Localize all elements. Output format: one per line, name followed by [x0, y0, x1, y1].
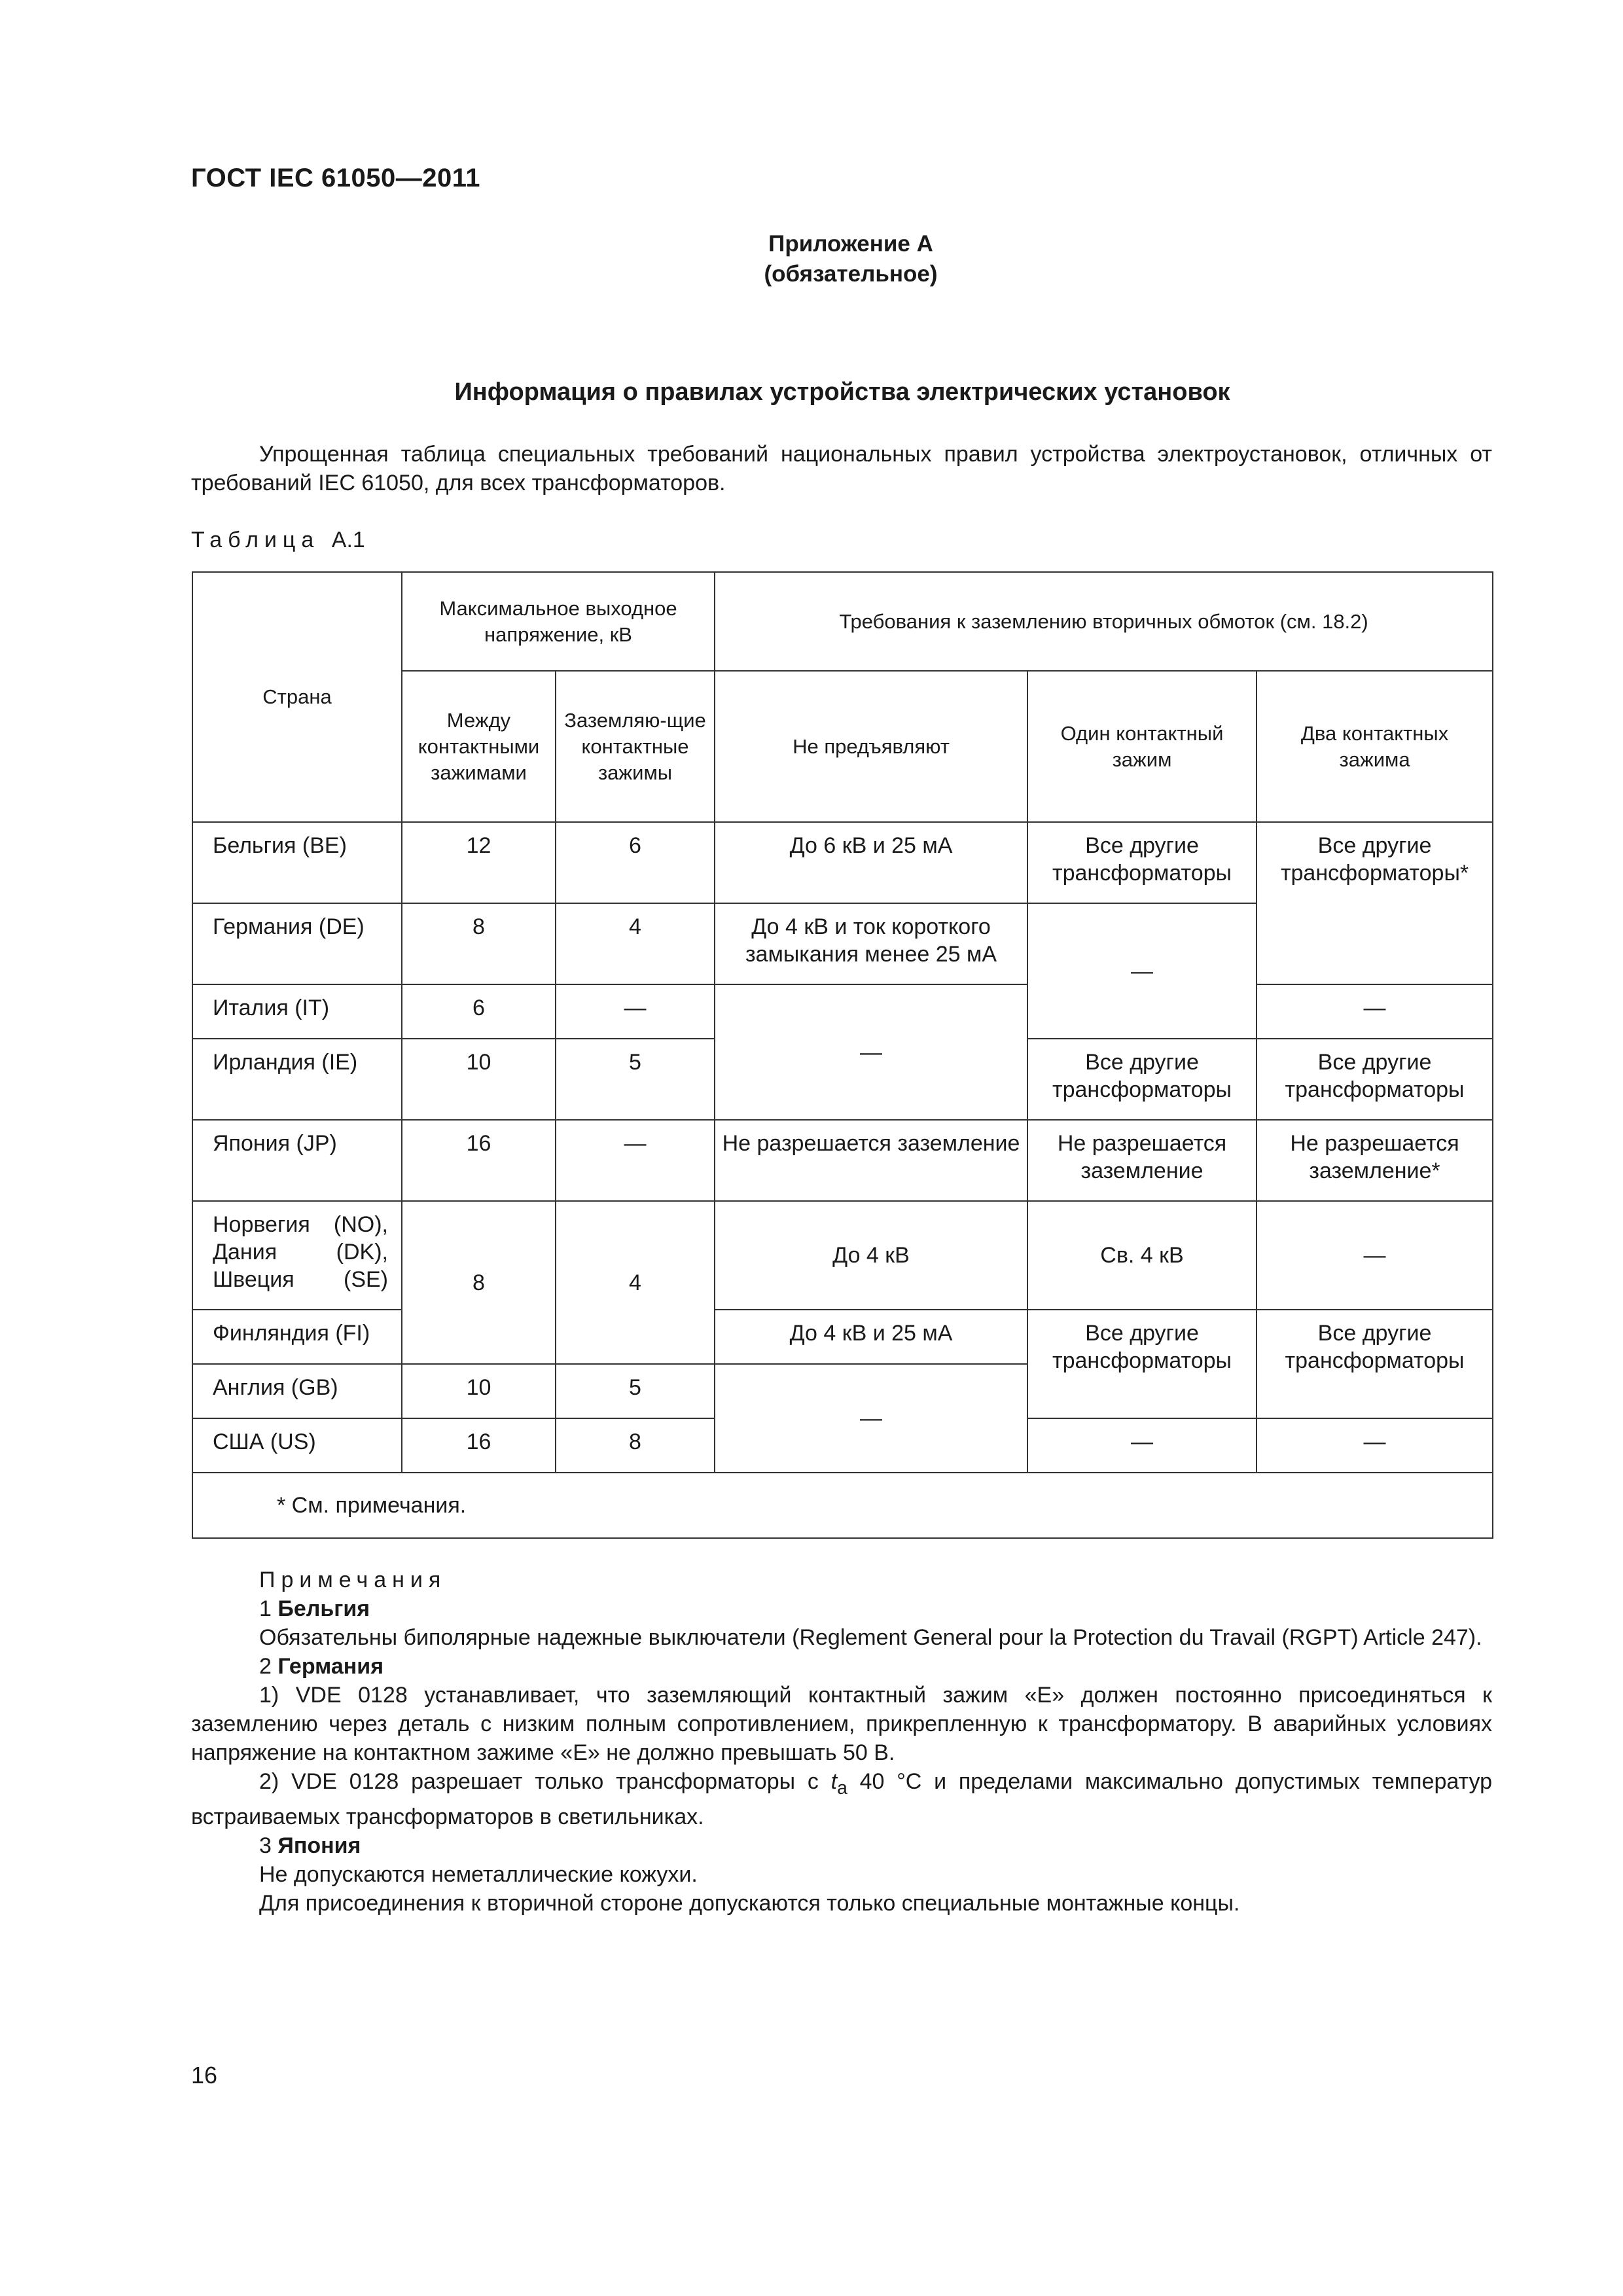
cell-ground: 6 [556, 822, 715, 903]
header-two-terminals: Два контактных зажима [1257, 671, 1493, 822]
cell-between: 8 [402, 1201, 556, 1364]
note-1-number: 1 [259, 1596, 272, 1621]
cell-one-terminal: Все другие трансформаторы [1027, 822, 1257, 903]
cell-no-requirement: До 6 кВ и 25 мА [715, 822, 1027, 903]
cell-no-requirement: До 4 кВ и 25 мА [715, 1310, 1027, 1364]
table-row-fi [192, 1310, 1493, 1364]
intro-paragraph: Упрощенная таблица специальных требований национальных правил устройства электроустановок, отличных от требований IEC 61050, для всех трансформаторов. [191, 442, 1492, 495]
cell-one-terminal: Все другие трансформаторы [1027, 1039, 1257, 1120]
cell-country: Япония (JP) [192, 1120, 402, 1201]
cell-between: 10 [402, 1364, 556, 1418]
table-footnote: * См. примечания. [192, 1473, 1493, 1538]
temperature-subscript: a [837, 1777, 847, 1799]
table-row-jp [192, 1120, 1493, 1201]
table-row-nordic [192, 1201, 1493, 1310]
cell-between: 16 [402, 1418, 556, 1473]
note-3-heading [191, 1831, 1492, 1860]
cell-ground: 4 [556, 903, 715, 984]
notes-section [191, 1566, 1492, 1918]
note-2-number: 2 [259, 1654, 272, 1679]
cell-country: США (US) [192, 1418, 402, 1473]
table-caption-number: А.1 [331, 528, 365, 552]
cell-one-terminal: Все другие трансформаторы [1027, 1310, 1257, 1418]
document-header: ГОСТ IEC 61050—2011 [191, 164, 480, 192]
requirements-table [192, 571, 1493, 1539]
cell-between: 8 [402, 903, 556, 984]
cell-no-requirement: До 4 кВ и ток короткого замыкания менее 25 мА [715, 903, 1027, 984]
note-1-body: Обязательны биполярные надежные выключатели (Reglement General pour la Protection du Travail (RGPT) Article 247). [259, 1625, 1482, 1650]
note-3-number: 3 [259, 1833, 272, 1858]
note-3-item-1: Не допускаются неметаллические кожухи. [259, 1861, 698, 1887]
annex-heading [589, 229, 1113, 289]
cell-between: 12 [402, 822, 556, 903]
header-max-voltage: Максимальное выходное напряжение, кВ [402, 572, 715, 671]
note-1-title: Бельгия [277, 1596, 370, 1621]
cell-between: 10 [402, 1039, 556, 1120]
cell-country: Ирландия (IE) [192, 1039, 402, 1120]
cell-two-terminals: — [1257, 1418, 1493, 1473]
cell-two-terminals: Все другие трансформаторы [1257, 1039, 1493, 1120]
cell-country: Финляндия (FI) [192, 1310, 402, 1364]
cell-country: Норвегия (NO), Дания (DK), Швеция (SE) [192, 1201, 402, 1310]
cell-two-terminals: — [1257, 984, 1493, 1039]
note-1-text [191, 1623, 1492, 1652]
note-1-heading [191, 1594, 1492, 1623]
cell-ground: 5 [556, 1039, 715, 1120]
header-no-requirement: Не предъявляют [715, 671, 1027, 822]
cell-country: Италия (IT) [192, 984, 402, 1039]
table-caption [191, 528, 365, 553]
cell-country: Германия (DE) [192, 903, 402, 984]
note-2-item-1: 1) VDE 0128 устанавливает, что заземляющий контактный зажим «E» должен постоянно присоединяться к заземлению через деталь с низким полным сопротивлением, прикрепленную к трансформатору. В аварийных условиях напряжение на контактном зажиме «E» не должно превышать 50 В. [191, 1683, 1492, 1765]
page-number: 16 [191, 2062, 218, 2089]
annex-type: (обязательное) [764, 261, 938, 287]
cell-ground: 8 [556, 1418, 715, 1473]
cell-two-terminals: — [1257, 1201, 1493, 1310]
table-row-be [192, 822, 1493, 903]
cell-country: Англия (GB) [192, 1364, 402, 1418]
header-grounding-requirements: Требования к заземлению вторичных обмоток (см. 18.2) [715, 572, 1493, 671]
cell-ground: — [556, 1120, 715, 1201]
cell-one-terminal: — [1027, 1418, 1257, 1473]
table-row-it [192, 984, 1493, 1039]
cell-between: 6 [402, 984, 556, 1039]
table-footnote-row [192, 1473, 1493, 1538]
header-grounding-terminals: Заземляю-щие контактные зажимы [556, 671, 715, 822]
cell-ground: 5 [556, 1364, 715, 1418]
cell-no-requirement: Не разрешается заземление [715, 1120, 1027, 1201]
note-2-item-2-before: 2) VDE 0128 разрешает только трансформаторы с [259, 1769, 831, 1794]
note-2-title: Германия [277, 1654, 384, 1679]
header-country: Страна [192, 572, 402, 822]
annex-title: Приложение А [768, 231, 933, 257]
temperature-symbol: t [830, 1769, 838, 1794]
cell-ground: — [556, 984, 715, 1039]
note-2-heading [191, 1652, 1492, 1681]
cell-one-terminal: Не разрешается заземление [1027, 1120, 1257, 1201]
note-2-item-2-after: 40 °C и пределами максимально допустимых температур встраиваемых трансформаторов в светильниках. [191, 1769, 1492, 1829]
note-3-item-2: Для присоединения к вторичной стороне допускаются только специальные монтажные концы. [259, 1890, 1240, 1916]
note-3-title: Япония [277, 1833, 361, 1858]
table-caption-label: Таблица [191, 528, 320, 552]
cell-country: Бельгия (BE) [192, 822, 402, 903]
cell-two-terminals: Все другие трансформаторы* [1257, 822, 1493, 984]
header-between-terminals: Между контактными зажимами [402, 671, 556, 822]
header-one-terminal: Один контактный зажим [1027, 671, 1257, 822]
cell-two-terminals: Не разрешается заземление* [1257, 1120, 1493, 1201]
cell-no-requirement: — [715, 984, 1027, 1120]
cell-between: 16 [402, 1120, 556, 1201]
section-title: Информация о правилах устройства электрических установок [454, 378, 1230, 406]
cell-no-requirement: До 4 кВ [715, 1201, 1027, 1310]
cell-one-terminal: Св. 4 кВ [1027, 1201, 1257, 1310]
cell-one-terminal: — [1027, 903, 1257, 1039]
cell-two-terminals: Все другие трансформаторы [1257, 1310, 1493, 1418]
notes-heading: Примечания [259, 1568, 447, 1592]
cell-ground: 4 [556, 1201, 715, 1364]
cell-no-requirement: — [715, 1364, 1027, 1473]
note-2-item-2 [191, 1767, 1492, 1831]
